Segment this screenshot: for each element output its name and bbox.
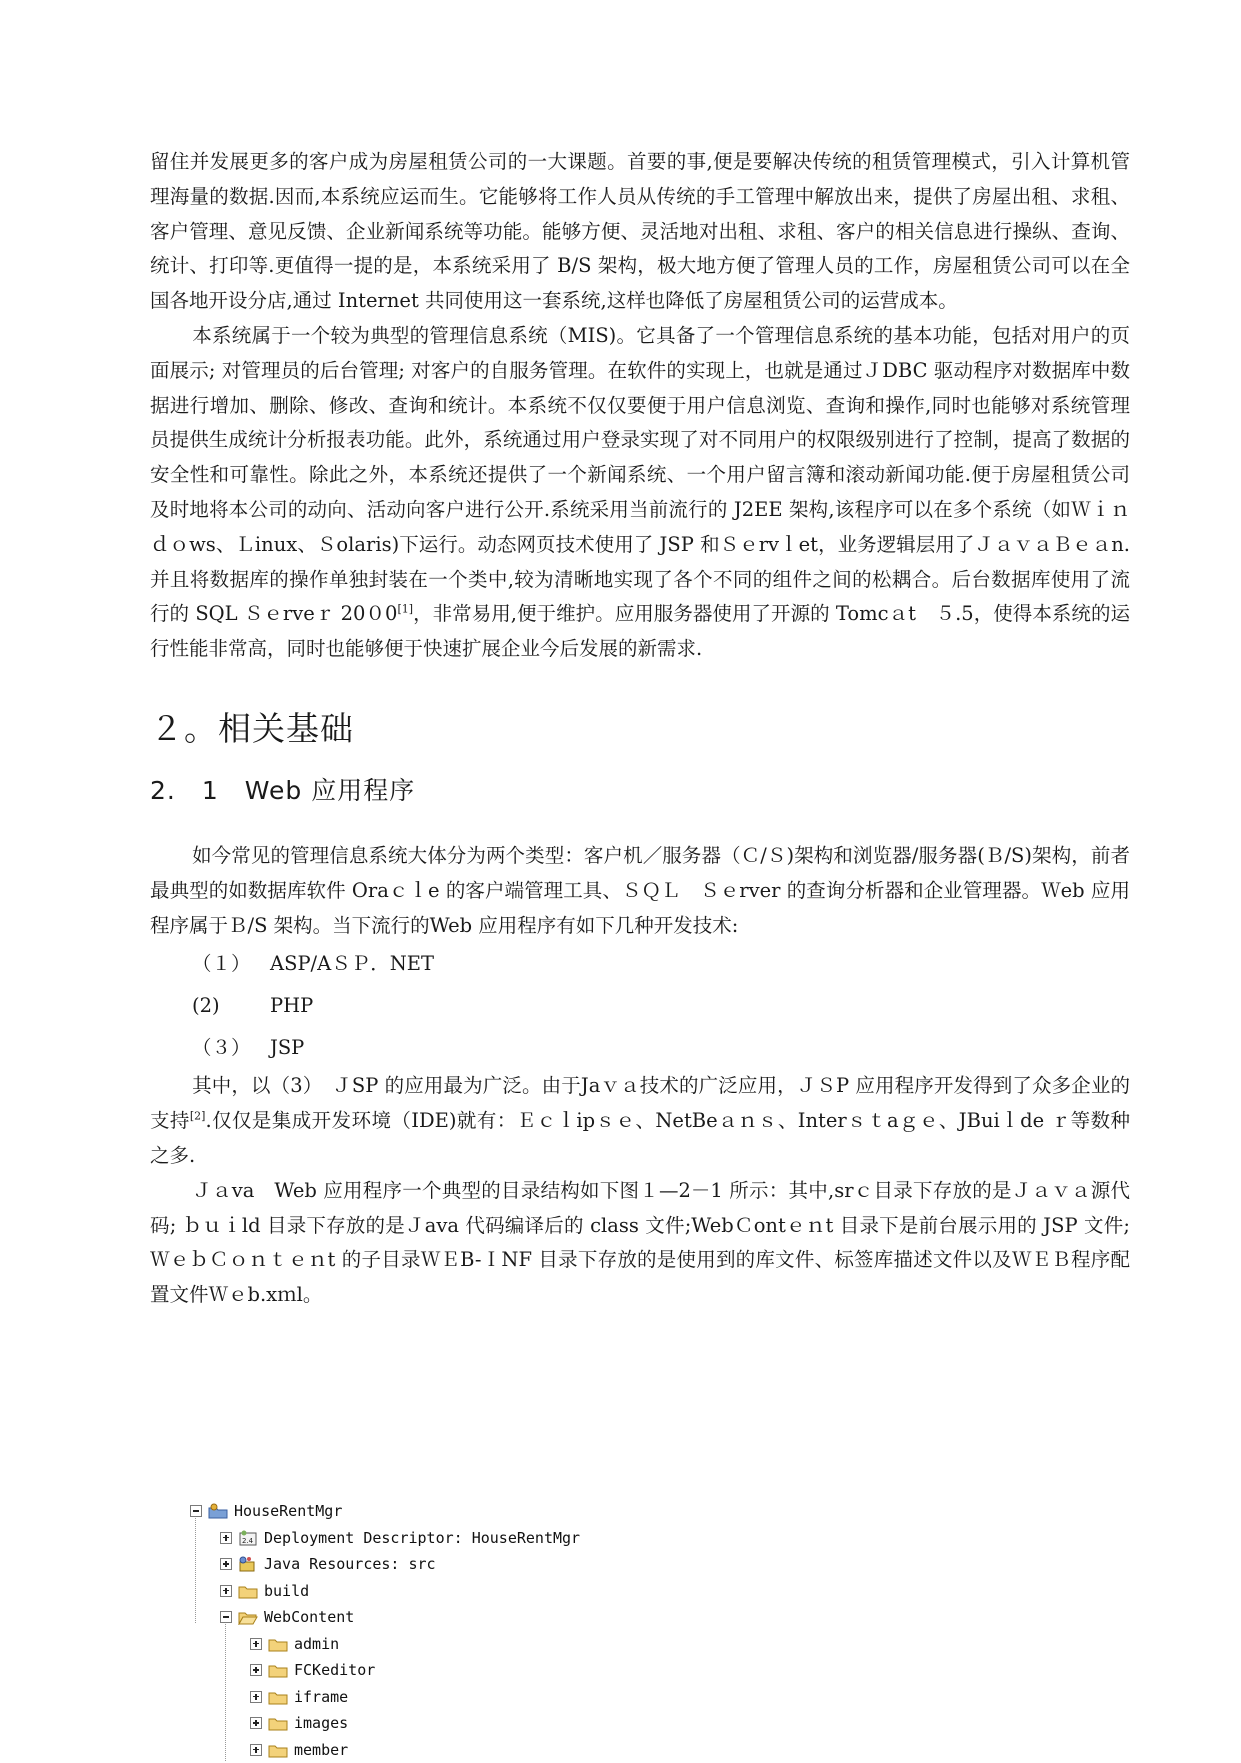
tree-item-label: WebContent — [264, 1608, 354, 1626]
tree-item-member[interactable] — [190, 1737, 630, 1763]
expand-icon[interactable] — [220, 1558, 232, 1570]
deployment-descriptor-icon — [238, 1530, 258, 1546]
intro-paragraph-2-text-end: ，非常易用,便于维护。应用服务器使用了开源的 Tomcａt ５.5，使得本系统的运行性能非常高，同时也能够便于快速扩展企业今后发展的新需求. — [150, 602, 1130, 660]
folder-icon — [268, 1662, 288, 1678]
folder-icon — [238, 1583, 258, 1599]
collapse-icon[interactable] — [190, 1505, 202, 1517]
list-item-number: （３） — [192, 1027, 270, 1069]
svg-text:2.4: 2.4 — [242, 1537, 254, 1545]
tree-item-iframe[interactable] — [190, 1684, 630, 1711]
collapse-icon[interactable] — [220, 1611, 232, 1623]
tree-item-build[interactable] — [190, 1578, 630, 1605]
tree-item-label: FCKeditor — [294, 1661, 375, 1679]
tree-item-fckeditor[interactable] — [190, 1657, 630, 1684]
tree-root[interactable] — [190, 1498, 630, 1525]
list-item-number: （１） — [192, 943, 270, 985]
folder-icon — [268, 1636, 288, 1652]
subsection-title: 2. 1 Web 应用程序 — [150, 771, 1130, 811]
citation-2: [2] — [190, 1110, 206, 1123]
body-paragraph-2 — [150, 1069, 1130, 1173]
body-paragraph-1 — [150, 839, 1130, 943]
expand-icon[interactable] — [220, 1585, 232, 1597]
list-item-text: JSP — [270, 1036, 304, 1059]
list-item — [150, 985, 1130, 1027]
tree-item-label: member — [294, 1741, 348, 1759]
folder-icon — [268, 1742, 288, 1758]
intro-paragraph-2 — [150, 319, 1130, 667]
tree-item-label: Deployment Descriptor: HouseRentMgr — [264, 1529, 580, 1547]
list-item — [150, 1027, 1130, 1069]
tree-root-label: HouseRentMgr — [234, 1502, 342, 1520]
tree-item-admin[interactable] — [190, 1631, 630, 1658]
section-title: ２。相关基础 — [150, 705, 1130, 753]
tree-item-java-resources[interactable] — [190, 1551, 630, 1578]
tree-item-label: images — [294, 1714, 348, 1732]
body-paragraph-2-text: 其中，以（3） ＪSP 的应用最为广泛。由于Jaｖａ技术的广泛应用，ＪＳP 应用程序开发得到了众多企业的支持 — [150, 1074, 1130, 1132]
tree-item-images[interactable] — [190, 1710, 630, 1737]
folder-open-icon — [238, 1609, 258, 1625]
project-icon — [208, 1503, 228, 1519]
tree-item-label: admin — [294, 1635, 339, 1653]
body-paragraph-2-text-end: .仅仅是集成开发环境（IDE)就有：Ｅｃｌipｓｅ、NetBeａｎｓ、Interｓｔaｇｅ、JBuiｌde ｒ等数种之多. — [150, 1109, 1130, 1167]
intro-paragraph-2-text: 本系统属于一个较为典型的管理信息系统（MIS)。它具备了一个管理信息系统的基本功能，包括对用户的页面展示; 对管理员的后台管理; 对客户的自服务管理。在软件的实现上，也就是通过ＪDBC 驱动程序对数据库中数据进行增加、删除、修改、查询和统计。本系统不仅仅要便于用户信息浏览、查询和操作,同时也能够对系统管理员提供生成统计分析报表功能。此外，系统通过用户登录实现了对不同用户的权限级别进行了控制，提高了数据的安全性和可靠性。除此之外，本系统还提供了一个新闻系统、一个用户留言簿和滚动新闻功能.便于房屋租赁公司及时地将本公司的动向、活动向客户进行公开.系统采用当前流行的 J2EE 架构,该程序可以在多个系统（如Ｗｉｎｄｏws、Ｌinux、Ｓolaris)下运行。动态网页技术使用了 JSP 和Ｓｅrvｌet，业务逻辑层用了ＪａｖａＢｅａn.并且将数据库的操作单独封装在一个类中,较为清晰地实现了各个不同的组件之间的松耦合。后台数据库使用了流行的 SQL Ｓｅrveｒ 20０0 — [150, 324, 1130, 625]
tree-item-label: iframe — [294, 1688, 348, 1706]
folder-icon — [268, 1689, 288, 1705]
list-item-text: ASP/AＳＰ．NET — [270, 952, 434, 975]
body-paragraph-1-text: 如今常见的管理信息系统大体分为两个类型：客户机／服务器（Ｃ/Ｓ)架构和浏览器/服务器(Ｂ/S)架构，前者最典型的如数据库软件 Oraｃｌe 的客户端管理工具、ＳＱＬ Ｓｅrver 的查询分析器和企业管理器。Ｗeb 应用程序属于Ｂ/S 架构。当下流行的Web 应用程序有如下几种开发技术: — [150, 844, 1130, 937]
folder-icon — [268, 1715, 288, 1731]
tree-item-deployment-descriptor[interactable] — [190, 1525, 630, 1552]
java-resources-icon — [238, 1556, 258, 1572]
expand-icon[interactable] — [250, 1691, 262, 1703]
expand-icon[interactable] — [220, 1532, 232, 1544]
intro-paragraph-1: 留住并发展更多的客户成为房屋租赁公司的一大课题。首要的事,便是要解决传统的租赁管理模式，引入计算机管理海量的数据.因而,本系统应运而生。它能够将工作人员从传统的手工管理中解放出来，提供了房屋出租、求租、客户管理、意见反馈、企业新闻系统等功能。能够方便、灵活地对出租、求租、客户的相关信息进行操纵、查询、统计、打印等.更值得一提的是，本系统采用了 B/S 架构，极大地方便了管理人员的工作，房屋租赁公司可以在全国各地开设分店,通过 Internet 共同使用这一套系统,这样也降低了房屋租赁公司的运营成本。 — [150, 145, 1130, 319]
tree-item-label: build — [264, 1582, 309, 1600]
expand-icon[interactable] — [250, 1717, 262, 1729]
tree-item-label: Java Resources: src — [264, 1555, 436, 1573]
tree-item-webcontent[interactable] — [190, 1604, 630, 1631]
document-body — [150, 145, 1130, 1313]
citation-1: [1] — [397, 603, 413, 616]
expand-icon[interactable] — [250, 1638, 262, 1650]
list-item-text: PHP — [270, 994, 313, 1017]
list-item-number: (2) — [192, 985, 270, 1027]
body-paragraph-3-text: Ｊａva Web 应用程序一个典型的目录结构如下图１—2－1 所示：其中,srｃ目录下存放的是Ｊａｖａ源代码; ｂｕｉld 目录下存放的是Ｊava 代码编译后的 class 文件;WebＣontｅｎt 目录下是前台展示用的 JSP 文件;ＷｅｂＣｏｎｔｅｎt 的子目录ＷＥB-ＩNF 目录下存放的是使用到的库文件、标签库描述文件以及ＷＥＢ程序配置文件Ｗｅb.xｍl。 — [150, 1179, 1130, 1306]
expand-icon[interactable] — [250, 1664, 262, 1676]
list-item — [150, 943, 1130, 985]
directory-tree-figure — [190, 1498, 630, 1763]
body-paragraph-3 — [150, 1174, 1130, 1313]
